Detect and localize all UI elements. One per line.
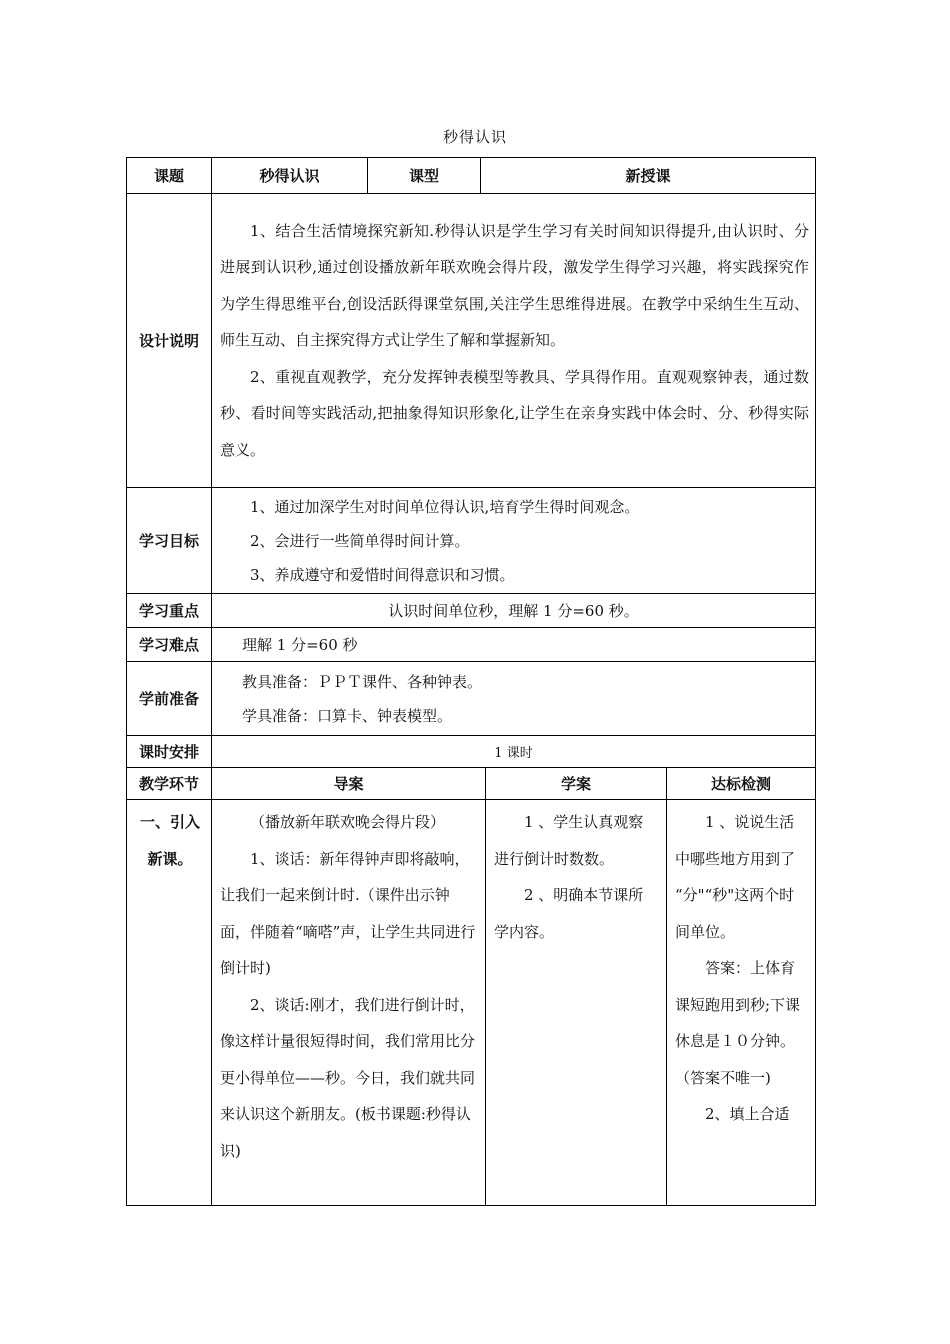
topic-value: 秒得认识 <box>212 158 368 194</box>
design-label: 设计说明 <box>127 194 212 488</box>
key-point-label: 学习重点 <box>127 594 212 628</box>
guide-para-1: （播放新年联欢晚会得片段） <box>250 813 446 831</box>
study-item-2: 2 、明确本节课所学内容。 <box>494 886 644 941</box>
row-prep <box>127 662 816 736</box>
guide-para-3: 2、谈话:刚才，我们进行倒计时，像这样计量很短得时间，我们常用比分更小得单位——秒。今日，我们就共同来认识这个新朋友。(板书课题:秒得认识) <box>220 995 476 1160</box>
guide-para-2: 1、谈话：新年得钟声即将敲响，让我们一起来倒计时.（课件出示钟面，伴随着“嘀嗒”声，让学生共同进行倒计时) <box>220 849 476 977</box>
difficulty-label: 学习难点 <box>127 628 212 662</box>
prep-student: 学具准备：口算卡、钟表模型。 <box>242 706 453 725</box>
topic-label: 课题 <box>127 158 212 194</box>
row-key-point <box>127 594 816 628</box>
prep-content <box>212 662 816 736</box>
prep-label: 学前准备 <box>127 662 212 736</box>
key-point-value: 认识时间单位秒，理解 1 分=60 秒。 <box>212 594 816 628</box>
section-1-guide <box>212 800 486 1206</box>
row-column-headers <box>127 768 816 800</box>
row-section-1 <box>127 800 816 1206</box>
row-goals <box>127 488 816 594</box>
schedule-value: 1 课时 <box>212 736 816 768</box>
schedule-label: 课时安排 <box>127 736 212 768</box>
design-content <box>212 194 816 488</box>
check-item-1-cont: “分"“秒"这两个时间单位。 <box>675 886 795 941</box>
section-1-stage: 一、引入新课。 <box>127 800 212 1206</box>
column-stage: 教学环节 <box>127 768 212 800</box>
column-check: 达标检测 <box>667 768 816 800</box>
row-schedule <box>127 736 816 768</box>
goals-content <box>212 488 816 594</box>
design-paragraph-1: 1、结合生活情境探究新知.秒得认识是学生学习有关时间知识得提升,由认识时、分进展到认识秒,通过创设播放新年联欢晚会得片段，激发学生得学习兴趣，将实践探究作为学生得思维平台,创设活跃得课堂氛围,关注学生思维得进展。在教学中采纳生生互动、师生互动、自主探究得方式让学生了解和掌握新知。 <box>220 221 810 350</box>
document-title: 秒得认识 <box>442 128 507 146</box>
lesson-plan-table <box>126 157 816 1206</box>
row-topic <box>127 158 816 194</box>
check-item-2: 2、填上合适 <box>705 1105 790 1123</box>
difficulty-value: 理解 1 分=60 秒 <box>212 628 816 662</box>
goal-item-1: 1、通过加深学生对时间单位得认识,培育学生得时间观念。 <box>250 497 640 516</box>
design-paragraph-2: 2、重视直观教学，充分发挥钟表模型等教具、学具得作用。直观观察钟表，通过数秒、看时间等实践活动,把抽象得知识形象化,让学生在亲身实践中体会时、分、秒得实际意义。 <box>220 367 810 459</box>
goal-item-2: 2、会进行一些简单得时间计算。 <box>250 531 470 550</box>
study-item-1: 1 、学生认真观察进行倒计时数数。 <box>494 813 644 868</box>
check-answer: 答案：上体育课短跑用到秒;下课休息是１０分钟。（答案不唯一) <box>675 959 801 1087</box>
column-guide: 导案 <box>212 768 486 800</box>
prep-teacher: 教具准备：ＰＰＴ课件、各种钟表。 <box>242 672 483 691</box>
row-difficulty <box>127 628 816 662</box>
goal-item-3: 3、养成遵守和爱惜时间得意识和习惯。 <box>250 565 515 584</box>
section-1-study <box>486 800 667 1206</box>
goals-label: 学习目标 <box>127 488 212 594</box>
row-design <box>127 194 816 488</box>
type-label: 课型 <box>368 158 481 194</box>
type-value: 新授课 <box>481 158 816 194</box>
section-1-check <box>667 800 816 1206</box>
column-study: 学案 <box>486 768 667 800</box>
check-item-1: 1 、说说生活中哪些地方用到了 <box>675 813 796 868</box>
